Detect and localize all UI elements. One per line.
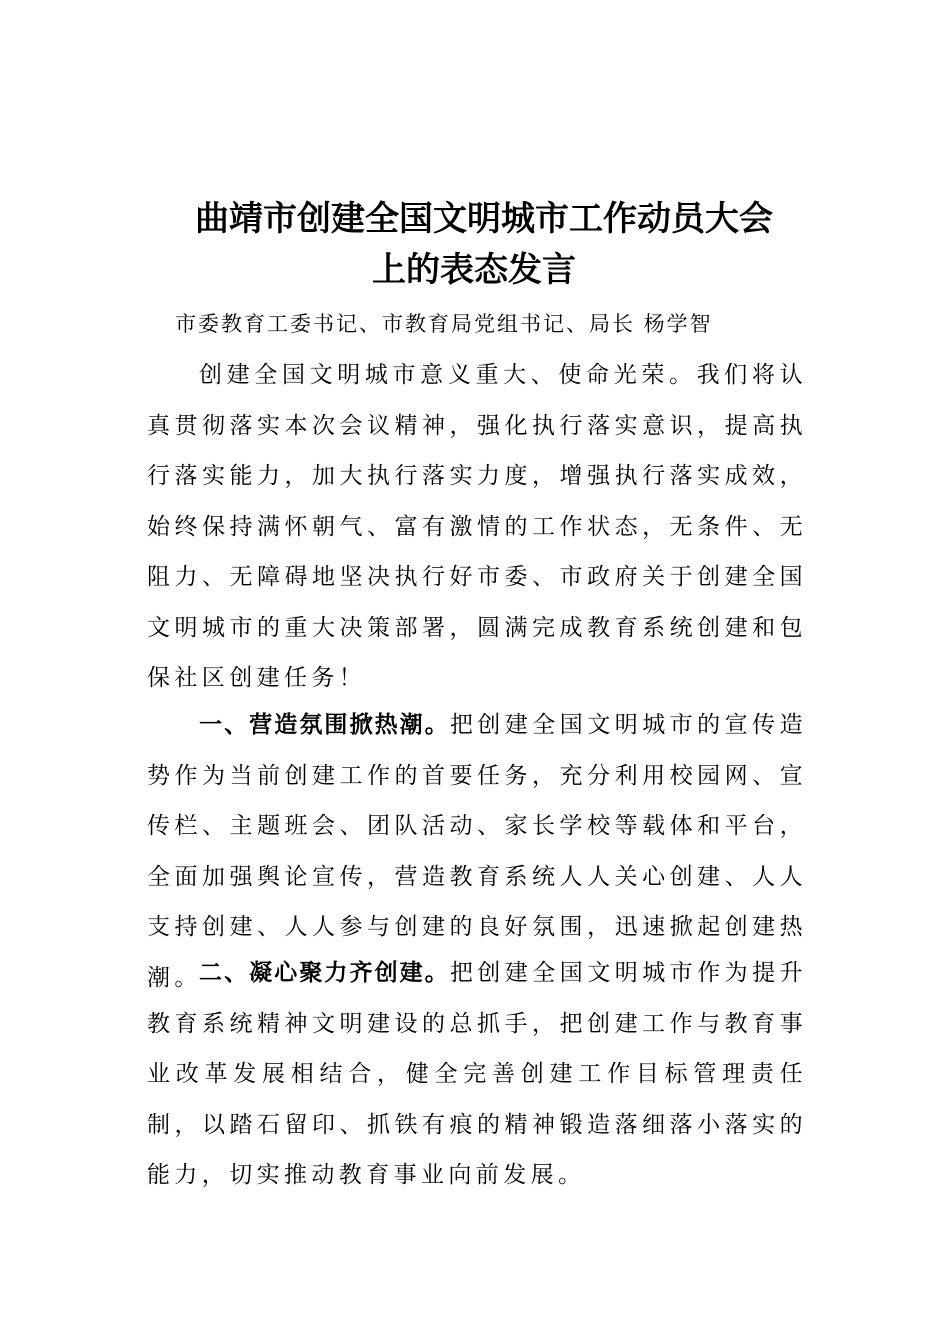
- paragraph-text: 创建全国文明城市意义重大、使命光荣。我们将认真贯彻落实本次会议精神，强化执行落实意识，提高执行落实能力，加大执行落实力度，增强执行落实成效，始终保持满怀朝气、富有激情的工作状态，无条件、无阻力、无障碍地坚决执行好市委、市政府关于创建全国文明城市的重大决策部署，圆满完成教育系统创建和包保社区创建任务！: [147, 362, 807, 691]
- paragraph-text: 把创建全国文明城市作为提升教育系统精神文明建设的总抓手，把创建工作与教育事业改革发展相结合，健全完善创建工作目标管理责任制，以踏石留印、抓铁有痕的精神锻造落细落小落实的能力，切实推动教育事业向前发展。: [147, 960, 808, 1188]
- document-title-line-1: 曲靖市创建全国文明城市工作动员大会: [195, 199, 773, 239]
- speaker-byline: 市委教育工委书记、市教育局党组书记、局长 杨学智: [175, 312, 713, 336]
- paragraph-intro: [147, 350, 807, 704]
- section-heading: 一、营造氛围掀热潮。: [199, 712, 450, 738]
- paragraph-section-2: [147, 948, 807, 1201]
- document-title-line-2: 上的表态发言: [372, 250, 576, 290]
- paragraph-text: 把创建全国文明城市的宣传造势作为当前创建工作的首要任务，充分利用校园网、宣传栏、主题班会、团队活动、家长学校等载体和平台，全面加强舆论宣传，营造教育系统人人关心创建、人人支持创建、人人参与创建的良好氛围，迅速掀起创建热潮。: [147, 712, 808, 991]
- section-heading: 二、凝心聚力齐创建。: [199, 960, 450, 986]
